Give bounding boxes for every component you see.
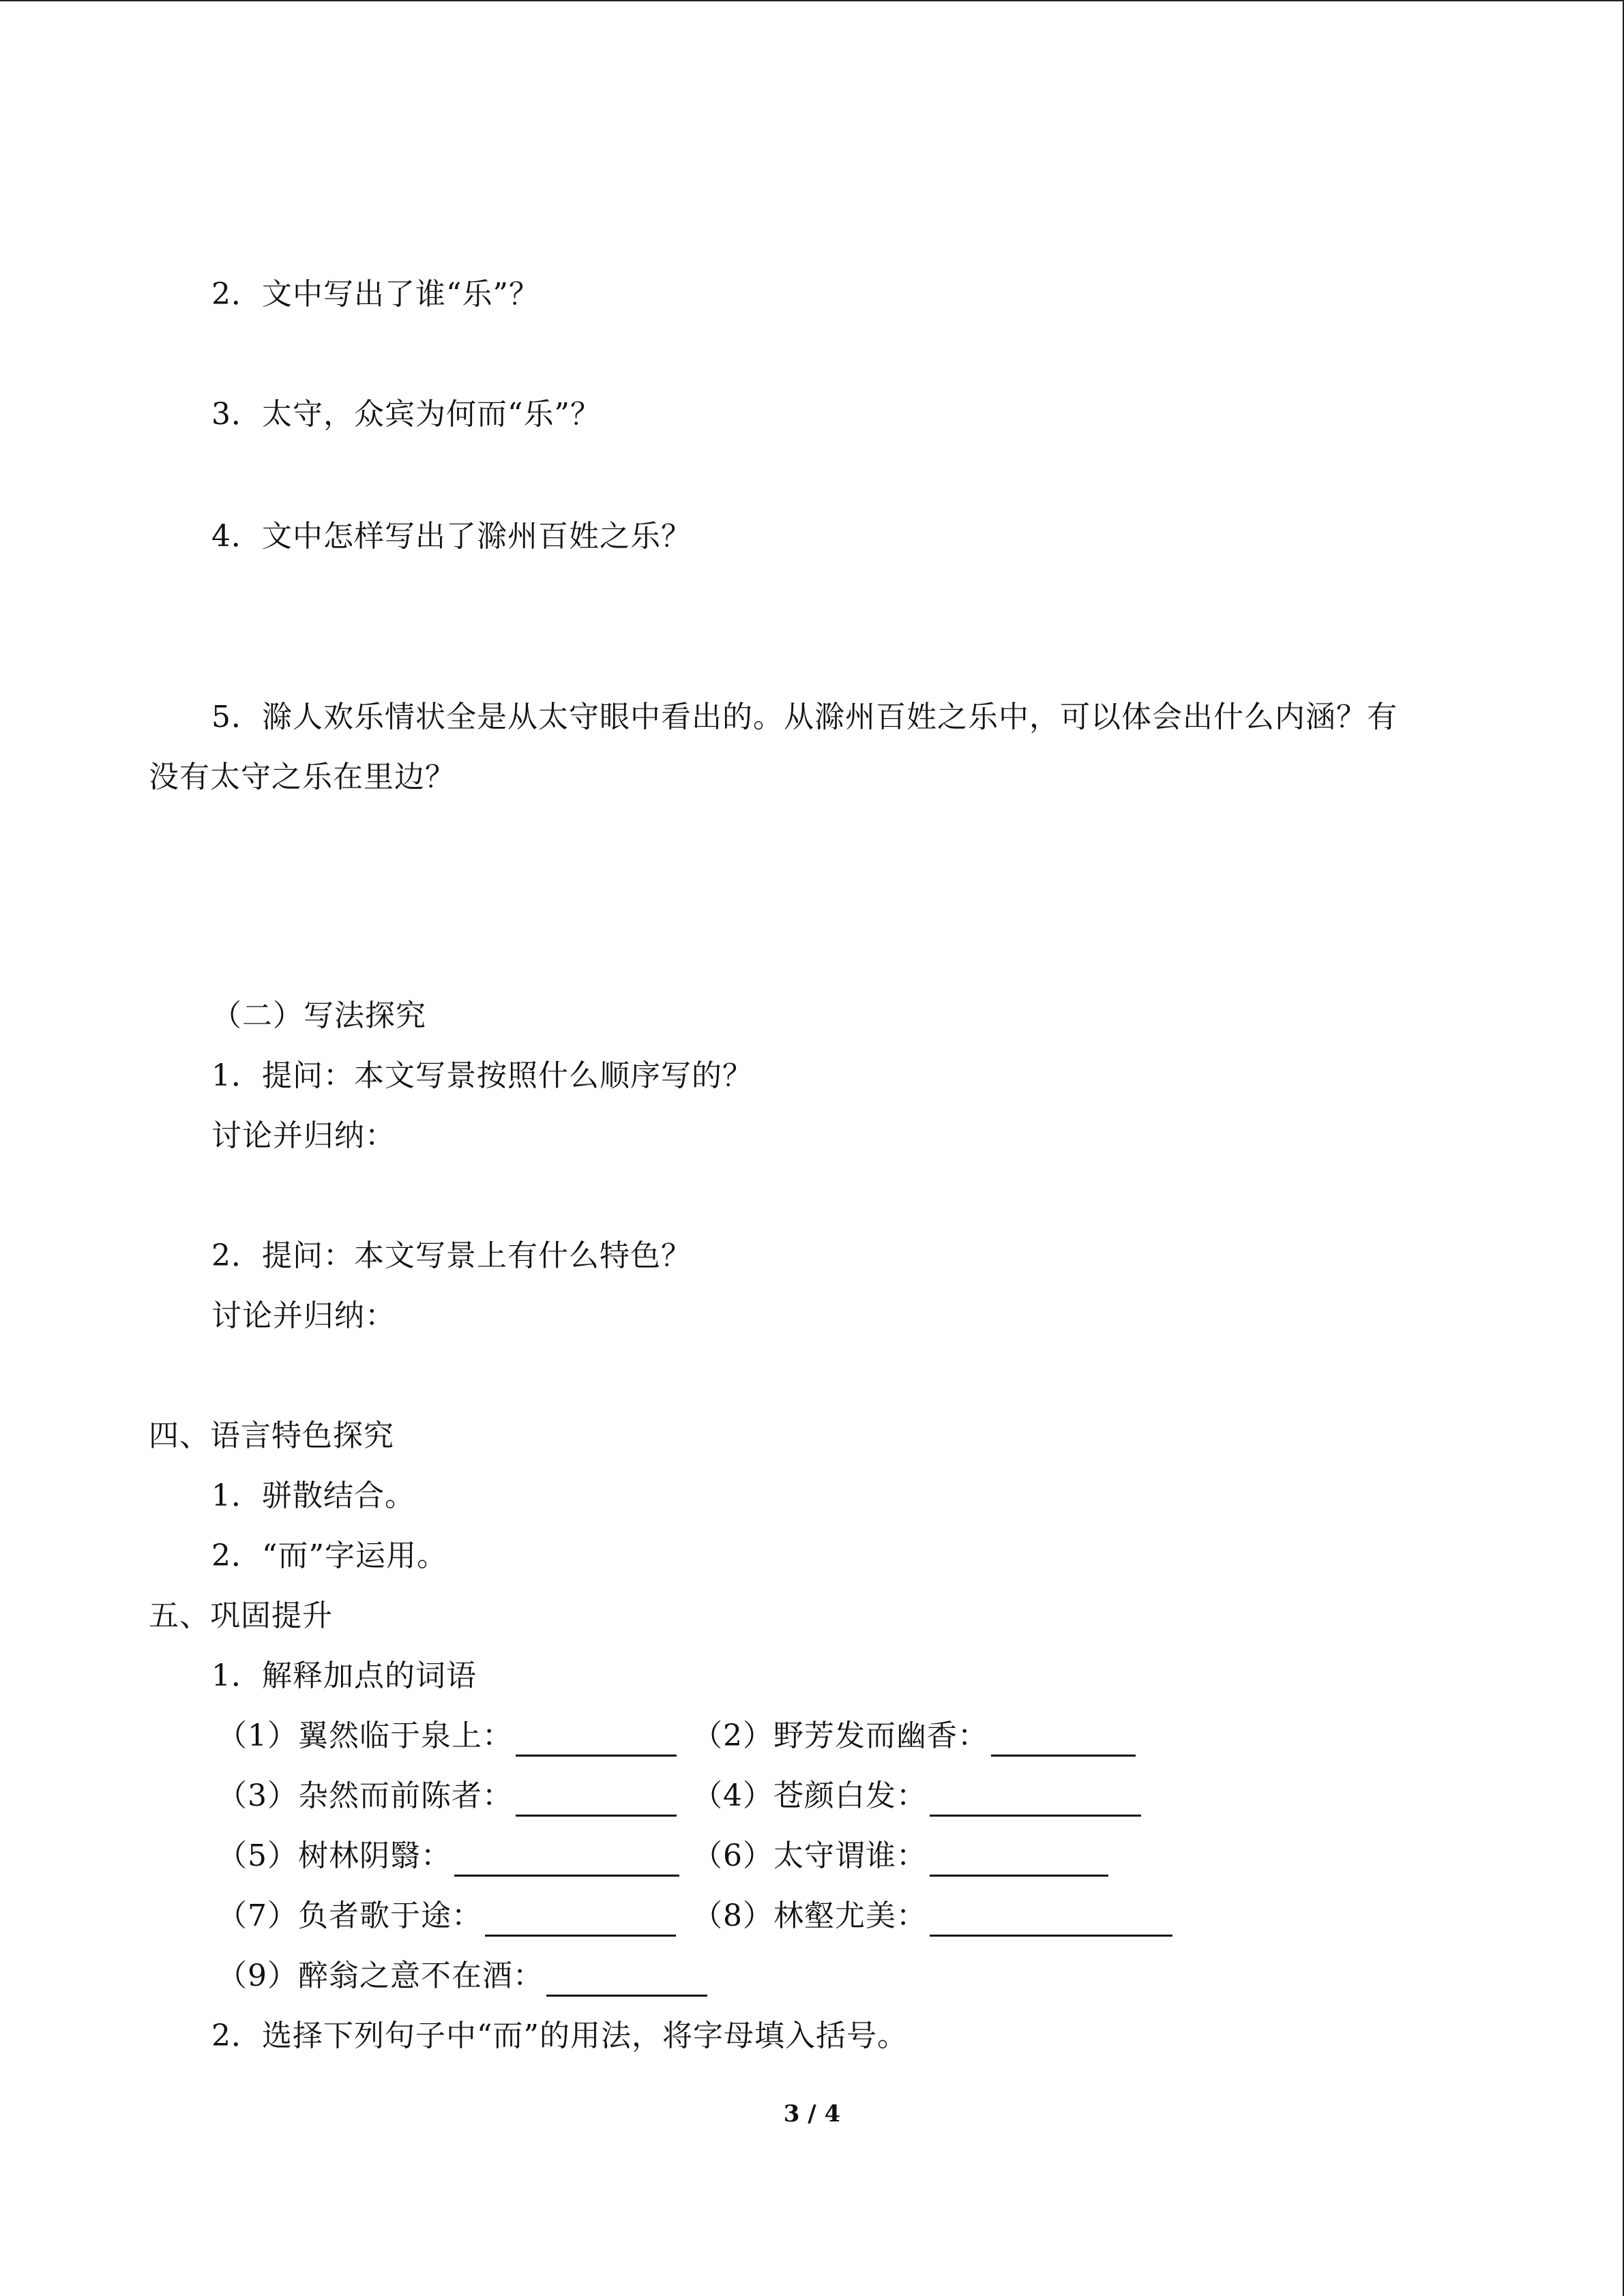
vocab-item-5: （5）树林阴翳： bbox=[217, 1836, 679, 1877]
writing-section-heading: （二）写法探究 bbox=[211, 998, 426, 1033]
question-2: 2．文中写出了谁“乐”？ bbox=[211, 277, 540, 312]
vocab-item-9: （9）醉翁之意不在酒： bbox=[217, 1956, 707, 1997]
question-5-line-1: 5．滁人欢乐情状全是从太守眼中看出的。从滁州百姓之乐中，可以体会出什么内涵？有 bbox=[211, 700, 1398, 734]
question-4: 4．文中怎样写出了滁州百姓之乐？ bbox=[211, 519, 692, 554]
question-5-line-2: 没有太守之乐在里边？ bbox=[149, 760, 456, 794]
consolidate-sub-1: 1．解释加点的词语 bbox=[211, 1658, 477, 1693]
writing-answer-label-1: 讨论并归纳： bbox=[211, 1118, 396, 1153]
answer-blank[interactable] bbox=[546, 1963, 707, 1997]
consolidate-sub-2: 2．选择下列句子中“而”的用法，将字母填入括号。 bbox=[211, 2018, 908, 2053]
consolidate-section-heading: 五、巩固提升 bbox=[149, 1598, 333, 1633]
vocab-item-3: （3）杂然而前陈者： bbox=[217, 1776, 677, 1817]
language-item-2: 2．“而”字运用。 bbox=[211, 1538, 447, 1573]
page-number: 3 / 4 bbox=[783, 2100, 841, 2128]
vocab-item-8: （8）林壑尤美： bbox=[692, 1896, 1172, 1937]
answer-blank[interactable] bbox=[991, 1723, 1136, 1757]
writing-answer-label-2: 讨论并归纳： bbox=[211, 1298, 396, 1333]
vocab-item-4: （4）苍颜白发： bbox=[692, 1776, 1141, 1817]
answer-blank[interactable] bbox=[930, 1903, 1172, 1937]
writing-question-2: 2．提问：本文写景上有什么特色？ bbox=[211, 1238, 692, 1273]
answer-blank[interactable] bbox=[454, 1843, 679, 1877]
answer-blank[interactable] bbox=[930, 1843, 1108, 1877]
answer-blank[interactable] bbox=[516, 1723, 677, 1757]
vocab-item-6: （6）太守谓谁： bbox=[692, 1836, 1108, 1877]
vocab-item-1: （1）翼然临于泉上： bbox=[217, 1716, 677, 1757]
vocab-item-2: （2）野芳发而幽香： bbox=[692, 1716, 1136, 1757]
answer-blank[interactable] bbox=[516, 1783, 677, 1817]
answer-blank[interactable] bbox=[485, 1903, 676, 1937]
page-top-border bbox=[0, 0, 1623, 1]
language-item-1: 1．骈散结合。 bbox=[211, 1478, 415, 1513]
writing-question-1: 1．提问：本文写景按照什么顺序写的？ bbox=[211, 1058, 753, 1093]
question-3: 3．太守，众宾为何而“乐”？ bbox=[211, 397, 601, 432]
answer-blank[interactable] bbox=[930, 1783, 1141, 1817]
vocab-item-7: （7）负者歌于途： bbox=[217, 1896, 676, 1937]
language-section-heading: 四、语言特色探究 bbox=[149, 1418, 394, 1453]
